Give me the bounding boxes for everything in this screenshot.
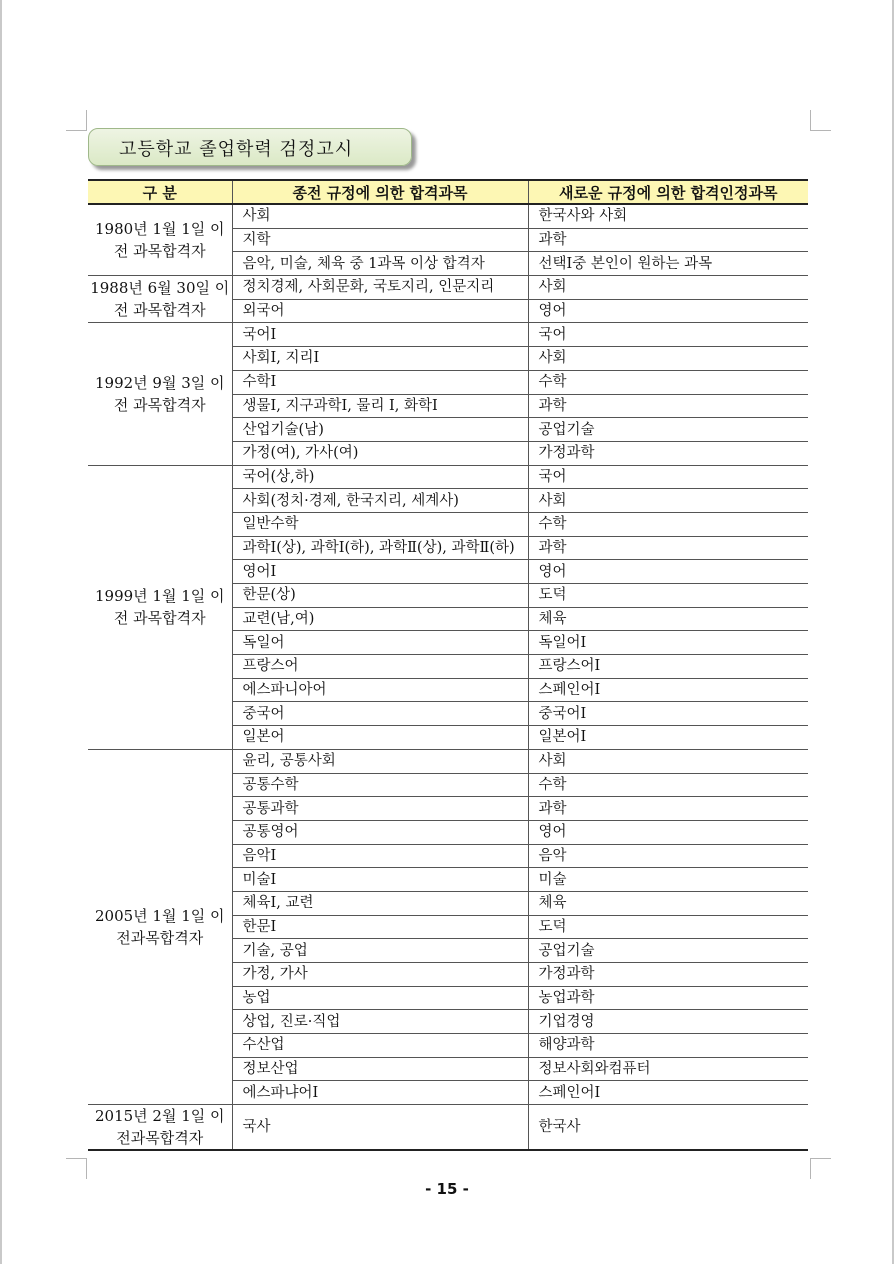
crop-mark-bottom-right (810, 1158, 831, 1179)
old-subject-cell: 일본어 (232, 726, 528, 750)
group-label: 2005년 1월 1일 이전과목합격자 (88, 749, 232, 1104)
old-subject-cell: 독일어 (232, 631, 528, 655)
new-subject-cell: 정보사회와컴퓨터 (528, 1057, 808, 1081)
page-number: - 15 - (425, 1180, 469, 1198)
old-subject-cell: 한문Ⅰ (232, 915, 528, 939)
old-subject-cell: 공통영어 (232, 820, 528, 844)
new-subject-cell: 과학 (528, 228, 808, 252)
new-subject-cell: 과학 (528, 394, 808, 418)
new-subject-cell: 영어 (528, 299, 808, 323)
header-old-subjects: 종전 규정에 의한 합격과목 (232, 180, 528, 204)
new-subject-cell: 중국어Ⅰ (528, 702, 808, 726)
crop-mark-top-left (66, 110, 87, 131)
old-subject-cell: 음악Ⅰ (232, 844, 528, 868)
section-title: 고등학교 졸업학력 검정고시 (119, 139, 354, 160)
old-subject-cell: 농업 (232, 986, 528, 1010)
old-subject-cell: 사회 (232, 204, 528, 228)
table-row (88, 465, 808, 489)
old-subject-cell: 교련(남,여) (232, 607, 528, 631)
old-subject-cell: 상업, 진로·직업 (232, 1010, 528, 1034)
new-subject-cell: 한국사 (528, 1105, 808, 1151)
table-row (88, 204, 808, 228)
crop-mark-bottom-left (66, 1158, 87, 1179)
old-subject-cell: 공통과학 (232, 797, 528, 821)
old-subject-cell: 외국어 (232, 299, 528, 323)
old-subject-cell: 정치경제, 사회문화, 국토지리, 인문지리 (232, 276, 528, 300)
old-subject-cell: 윤리, 공통사회 (232, 749, 528, 773)
old-subject-cell: 중국어 (232, 702, 528, 726)
new-subject-cell: 사회 (528, 749, 808, 773)
old-subject-cell: 체육Ⅰ, 교련 (232, 891, 528, 915)
old-subject-cell: 프랑스어 (232, 655, 528, 679)
table-body (88, 204, 808, 1150)
old-subject-cell: 가정, 가사 (232, 963, 528, 987)
old-subject-cell: 산업기술(남) (232, 418, 528, 442)
table-row (88, 323, 808, 347)
new-subject-cell: 해양과학 (528, 1034, 808, 1058)
old-subject-cell: 정보산업 (232, 1057, 528, 1081)
old-subject-cell: 국어Ⅰ (232, 323, 528, 347)
old-subject-cell: 사회Ⅰ, 지리Ⅰ (232, 347, 528, 371)
new-subject-cell: 미술 (528, 868, 808, 892)
group-label: 1988년 6월 30일 이전 과목합격자 (88, 276, 232, 323)
old-subject-cell: 사회(정치·경제, 한국지리, 세계사) (232, 489, 528, 513)
new-subject-cell: 스페인어Ⅰ (528, 678, 808, 702)
old-subject-cell: 생물Ⅰ, 지구과학Ⅰ, 물리 Ⅰ, 화학Ⅰ (232, 394, 528, 418)
new-subject-cell: 농업과학 (528, 986, 808, 1010)
crop-mark-top-right (810, 110, 831, 131)
table-row (88, 1105, 808, 1151)
new-subject-cell: 공업기술 (528, 939, 808, 963)
old-subject-cell: 일반수학 (232, 512, 528, 536)
new-subject-cell: 일본어Ⅰ (528, 726, 808, 750)
new-subject-cell: 가정과학 (528, 963, 808, 987)
old-subject-cell: 영어Ⅰ (232, 560, 528, 584)
new-subject-cell: 사회 (528, 489, 808, 513)
new-subject-cell: 사회 (528, 347, 808, 371)
subject-equivalence-table (88, 179, 808, 1151)
new-subject-cell: 과학 (528, 797, 808, 821)
new-subject-cell: 공업기술 (528, 418, 808, 442)
new-subject-cell: 프랑스어Ⅰ (528, 655, 808, 679)
new-subject-cell: 수학 (528, 773, 808, 797)
group-label: 1999년 1월 1일 이전 과목합격자 (88, 465, 232, 749)
header-category: 구 분 (88, 180, 232, 204)
old-subject-cell: 지학 (232, 228, 528, 252)
group-label: 1980년 1월 1일 이전 과목합격자 (88, 204, 232, 276)
new-subject-cell: 선택Ⅰ중 본인이 원하는 과목 (528, 252, 808, 276)
old-subject-cell: 수학Ⅰ (232, 370, 528, 394)
new-subject-cell: 국어 (528, 323, 808, 347)
new-subject-cell: 독일어Ⅰ (528, 631, 808, 655)
new-subject-cell: 가정과학 (528, 441, 808, 465)
group-label: 1992년 9월 3일 이전 과목합격자 (88, 323, 232, 465)
page-edge-left (0, 0, 2, 1264)
table-header-row (88, 180, 808, 204)
new-subject-cell: 국어 (528, 465, 808, 489)
old-subject-cell: 음악, 미술, 체육 중 1과목 이상 합격자 (232, 252, 528, 276)
new-subject-cell: 수학 (528, 512, 808, 536)
table-row (88, 749, 808, 773)
old-subject-cell: 기술, 공업 (232, 939, 528, 963)
new-subject-cell: 도덕 (528, 584, 808, 608)
new-subject-cell: 도덕 (528, 915, 808, 939)
table-row (88, 276, 808, 300)
group-label: 2015년 2월 1일 이전과목합격자 (88, 1105, 232, 1151)
new-subject-cell: 수학 (528, 370, 808, 394)
header-new-subjects: 새로운 규정에 의한 합격인정과목 (528, 180, 808, 204)
new-subject-cell: 체육 (528, 607, 808, 631)
old-subject-cell: 에스파냐어Ⅰ (232, 1081, 528, 1105)
old-subject-cell: 에스파니아어 (232, 678, 528, 702)
new-subject-cell: 사회 (528, 276, 808, 300)
old-subject-cell: 미술Ⅰ (232, 868, 528, 892)
old-subject-cell: 과학Ⅰ(상), 과학Ⅰ(하), 과학Ⅱ(상), 과학Ⅱ(하) (232, 536, 528, 560)
section-title-box (88, 128, 412, 166)
old-subject-cell: 국사 (232, 1105, 528, 1151)
old-subject-cell: 수산업 (232, 1034, 528, 1058)
new-subject-cell: 한국사와 사회 (528, 204, 808, 228)
new-subject-cell: 영어 (528, 820, 808, 844)
new-subject-cell: 체육 (528, 891, 808, 915)
old-subject-cell: 한문(상) (232, 584, 528, 608)
old-subject-cell: 국어(상,하) (232, 465, 528, 489)
new-subject-cell: 과학 (528, 536, 808, 560)
new-subject-cell: 기업경영 (528, 1010, 808, 1034)
new-subject-cell: 영어 (528, 560, 808, 584)
new-subject-cell: 스페인어Ⅰ (528, 1081, 808, 1105)
old-subject-cell: 가정(여), 가사(여) (232, 441, 528, 465)
old-subject-cell: 공통수학 (232, 773, 528, 797)
new-subject-cell: 음악 (528, 844, 808, 868)
